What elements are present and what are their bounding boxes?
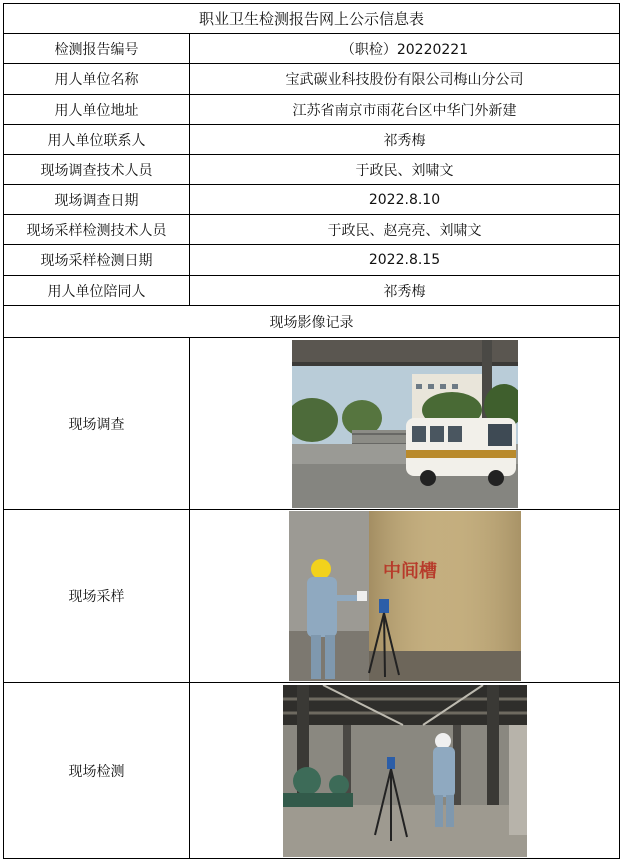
info-row <box>4 155 619 185</box>
photo-section-title: 现场影像记录 <box>269 314 354 331</box>
tank-label: 中间槽 <box>382 561 437 582</box>
photo-row <box>4 683 619 858</box>
info-row <box>4 95 619 125</box>
table-title-row <box>4 4 619 34</box>
photo-section-header-row <box>4 306 619 338</box>
photo-label: 现场采样 <box>4 510 190 682</box>
site-sampling-photo <box>289 511 521 681</box>
photo-row <box>4 338 619 510</box>
photo-row <box>4 510 619 683</box>
row-label: 用人单位联系人 <box>4 125 190 154</box>
row-label: 现场采样检测日期 <box>4 245 190 275</box>
row-value: 宝武碳业科技股份有限公司梅山分公司 <box>285 72 524 88</box>
site-survey-photo <box>292 340 518 508</box>
photo-frame <box>190 683 619 858</box>
photo-frame <box>190 338 619 509</box>
row-label: 用人单位名称 <box>4 64 190 94</box>
row-label: 检测报告编号 <box>4 34 190 63</box>
site-testing-photo <box>283 685 527 857</box>
row-value: 2022.8.10 <box>368 191 441 208</box>
photo-frame <box>190 510 619 682</box>
info-row <box>4 215 619 245</box>
row-label: 用人单位地址 <box>4 95 190 124</box>
row-value: 祁秀梅 <box>383 132 426 149</box>
photo-label: 现场检测 <box>4 683 190 858</box>
row-value: （职检）20220221 <box>340 41 469 58</box>
row-value: 于政民、刘啸文 <box>355 162 454 179</box>
table-title: 职业卫生检测报告网上公示信息表 <box>198 10 424 28</box>
info-row <box>4 276 619 306</box>
row-value: 江苏省南京市雨花台区中华门外新建 <box>292 102 517 119</box>
row-value: 于政民、赵亮亮、刘啸文 <box>327 222 482 239</box>
info-row <box>4 185 619 215</box>
info-row <box>4 64 619 95</box>
photo-label: 现场调查 <box>4 338 190 509</box>
row-label: 现场采样检测技术人员 <box>4 215 190 244</box>
row-label: 现场调查日期 <box>4 185 190 214</box>
info-row <box>4 125 619 155</box>
row-label: 用人单位陪同人 <box>4 276 190 305</box>
row-value: 祁秀梅 <box>383 283 426 300</box>
info-row <box>4 245 619 276</box>
disclosure-table <box>3 3 620 859</box>
row-label: 现场调查技术人员 <box>4 155 190 184</box>
row-value: 2022.8.15 <box>368 252 441 268</box>
info-row <box>4 34 619 64</box>
